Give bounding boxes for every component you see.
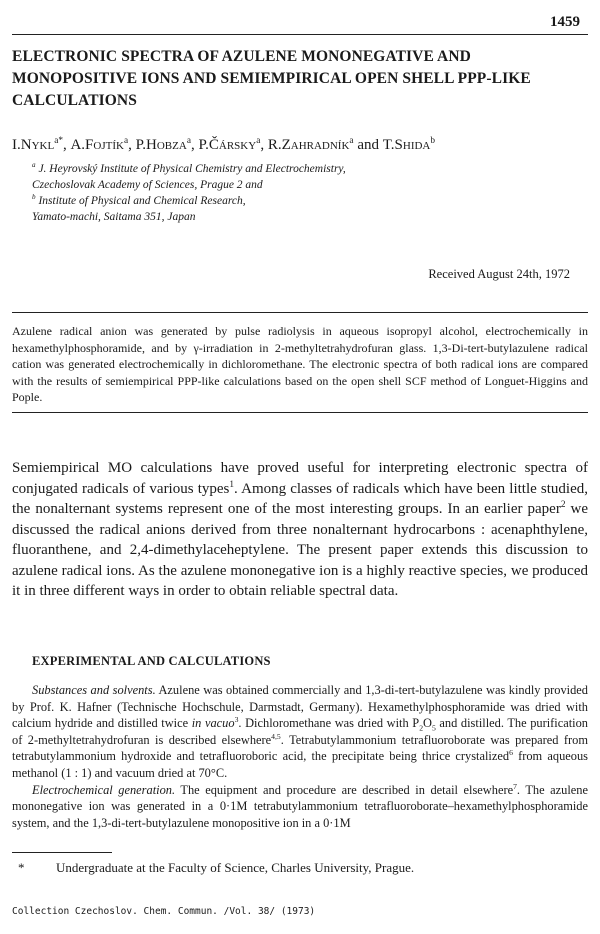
page-number: 1459 — [550, 14, 580, 30]
substances-paragraph — [12, 682, 588, 782]
affiliation-line — [32, 177, 346, 193]
subscript: 5 — [431, 723, 436, 733]
reference-mark: 7 — [513, 781, 517, 791]
abstract: Azulene radical anion was generated by pulse radiolysis in aqueous isopropyl alcohol, electrochemically in hexamethylphosphoramide, and by γ-irradiation in 2-methyltetrahydrofuran glass. 1,3-Di-tert-butylazulene radical cation was generated electrochemically in dichloromethane. The electronic spectra of both radical ions are compared with the results of semiempirical PPP-like calculations based on the open shell SCF method of Longuet-Higgins and Pople. — [12, 324, 588, 404]
reference-mark: 2 — [560, 500, 566, 510]
author-sup: a — [123, 136, 129, 146]
paper-title: ELECTRONIC SPECTRA OF AZULENE MONONEGATIVE AND MONOPOSITIVE IONS AND SEMIEMPIRICAL OPEN SHELL PPP-LIKE CALCULATIONS — [12, 48, 531, 109]
abstract-rule-bottom — [12, 412, 588, 413]
affiliation-text: Yamato-machi, Saitama 351, Japan — [32, 211, 196, 223]
received-date: Received August 24th, 1972 — [428, 267, 570, 281]
affiliation-sup: a — [32, 161, 36, 170]
affiliation-text: J. Heyrovský Institute of Physical Chemistry and Electrochemistry, — [38, 163, 346, 175]
affiliation-line — [32, 161, 346, 177]
affiliation-text: Czechoslovak Academy of Sciences, Prague 2 and — [32, 179, 263, 191]
author-sup: b — [430, 136, 436, 146]
body-text: Azulene was obtained commercially and 1,3-di-tert-butylazulene was kindly provided by Prof. K. Hafner (Technische Hochschule, Darmstadt, Germany). Hexamethylphosphoramide was dried with calcium hydride and distilled twice — [12, 683, 588, 731]
body-text: The equipment and procedure are described in detail elsewhere — [175, 782, 514, 797]
author-list: I.Nykl$^{a*}$, A.Fojtík$^a$, P.Hobza$^a$, P.Čársky$^a$, R.Zahradník$^a$ and T.Shida$^b$ — [12, 136, 436, 153]
journal-citation: Collection Czechoslov. Chem. Commun. /Vol. 38/ (1973) — [12, 906, 316, 917]
intro-text: Semiempirical MO calculations have proved useful for interpreting electronic spectra of conjugated radicals of various types — [12, 460, 588, 497]
abstract-rule-top — [12, 312, 588, 313]
introduction-paragraph — [12, 458, 588, 602]
paragraph-heading: Substances and solvents. — [32, 683, 156, 697]
author-sup: a — [349, 136, 354, 146]
affiliation-text: Institute of Physical and Chemical Research, — [38, 195, 246, 207]
reference-mark: 4,5 — [271, 731, 281, 741]
reference-mark: 3 — [234, 715, 239, 725]
body-text: . Tetrabutylammonium tetrafluoroborate was prepared from tetrabutylammonium hydroxide and tetrafluoroboric acid, the precipitate being thrice crystalized — [12, 732, 588, 764]
affiliation-sup: b — [32, 193, 36, 202]
body-text: O — [423, 716, 432, 731]
footnote-rule — [12, 852, 112, 853]
affiliation-line — [32, 193, 346, 209]
italic-term: in vacuo — [191, 716, 235, 731]
author: P.Čársky — [198, 137, 257, 153]
reference-mark: 1 — [229, 479, 235, 490]
subscript: 2 — [419, 723, 424, 733]
body-text: . The azulene mononegative ion was generated in a 0·1M tetrabutylammonium tetrafluoroborate–hexamethylphosphoramide system, and the 1,3-di-tert-butylazulene monopositive ion in a 0·1M — [12, 782, 588, 830]
body-text: . Dichloromethane was dried with P — [238, 716, 420, 731]
footnote-text: Undergraduate at the Faculty of Science, Charles University, Prague. — [56, 860, 415, 875]
body-text: and distilled. The purification of 2-methyltetrahydrofuran is described elsewhere — [12, 716, 588, 747]
footnote — [18, 860, 414, 876]
reference-mark: 6 — [509, 748, 513, 758]
intro-text: we discussed the radical anions derived from three nonalternant hydrocarbons : acenaphthylene, fluoranthene, and 2,4-dimethylaceheptylene. The present paper extends this discussion to azulene radical ions. As the azulene mononegative ion is a highly reactive species, we produced it in three different ways in order to obtain reliable spectral data. — [12, 501, 588, 599]
author-sup: a — [256, 136, 261, 146]
author: T.Shida — [382, 137, 431, 153]
author-sup: a — [186, 136, 191, 146]
section-heading: EXPERIMENTAL AND CALCULATIONS — [32, 654, 271, 668]
affiliation-line — [32, 209, 346, 225]
author-sup: a* — [54, 136, 63, 146]
electrochemical-paragraph — [12, 782, 588, 832]
author: I.Nykl — [12, 137, 55, 153]
author: R.Zahradník — [267, 137, 350, 153]
author: P.Hobza — [135, 137, 187, 153]
header-rule — [12, 34, 588, 35]
footnote-mark: * — [18, 860, 25, 875]
experimental-section — [12, 682, 588, 831]
body-text: from aqueous methanol (1 : 1) and vacuum dried at 70°C. — [12, 749, 588, 780]
intro-text: . Among classes of radicals which have been little studied, the nonalternant systems represent one of the most interesting groups. In an earlier paper — [12, 480, 589, 517]
author: A.Fojtík — [70, 137, 124, 153]
author-conjunction: and — [357, 137, 379, 153]
affiliations — [32, 161, 346, 225]
paragraph-heading: Electrochemical generation. — [32, 782, 176, 797]
